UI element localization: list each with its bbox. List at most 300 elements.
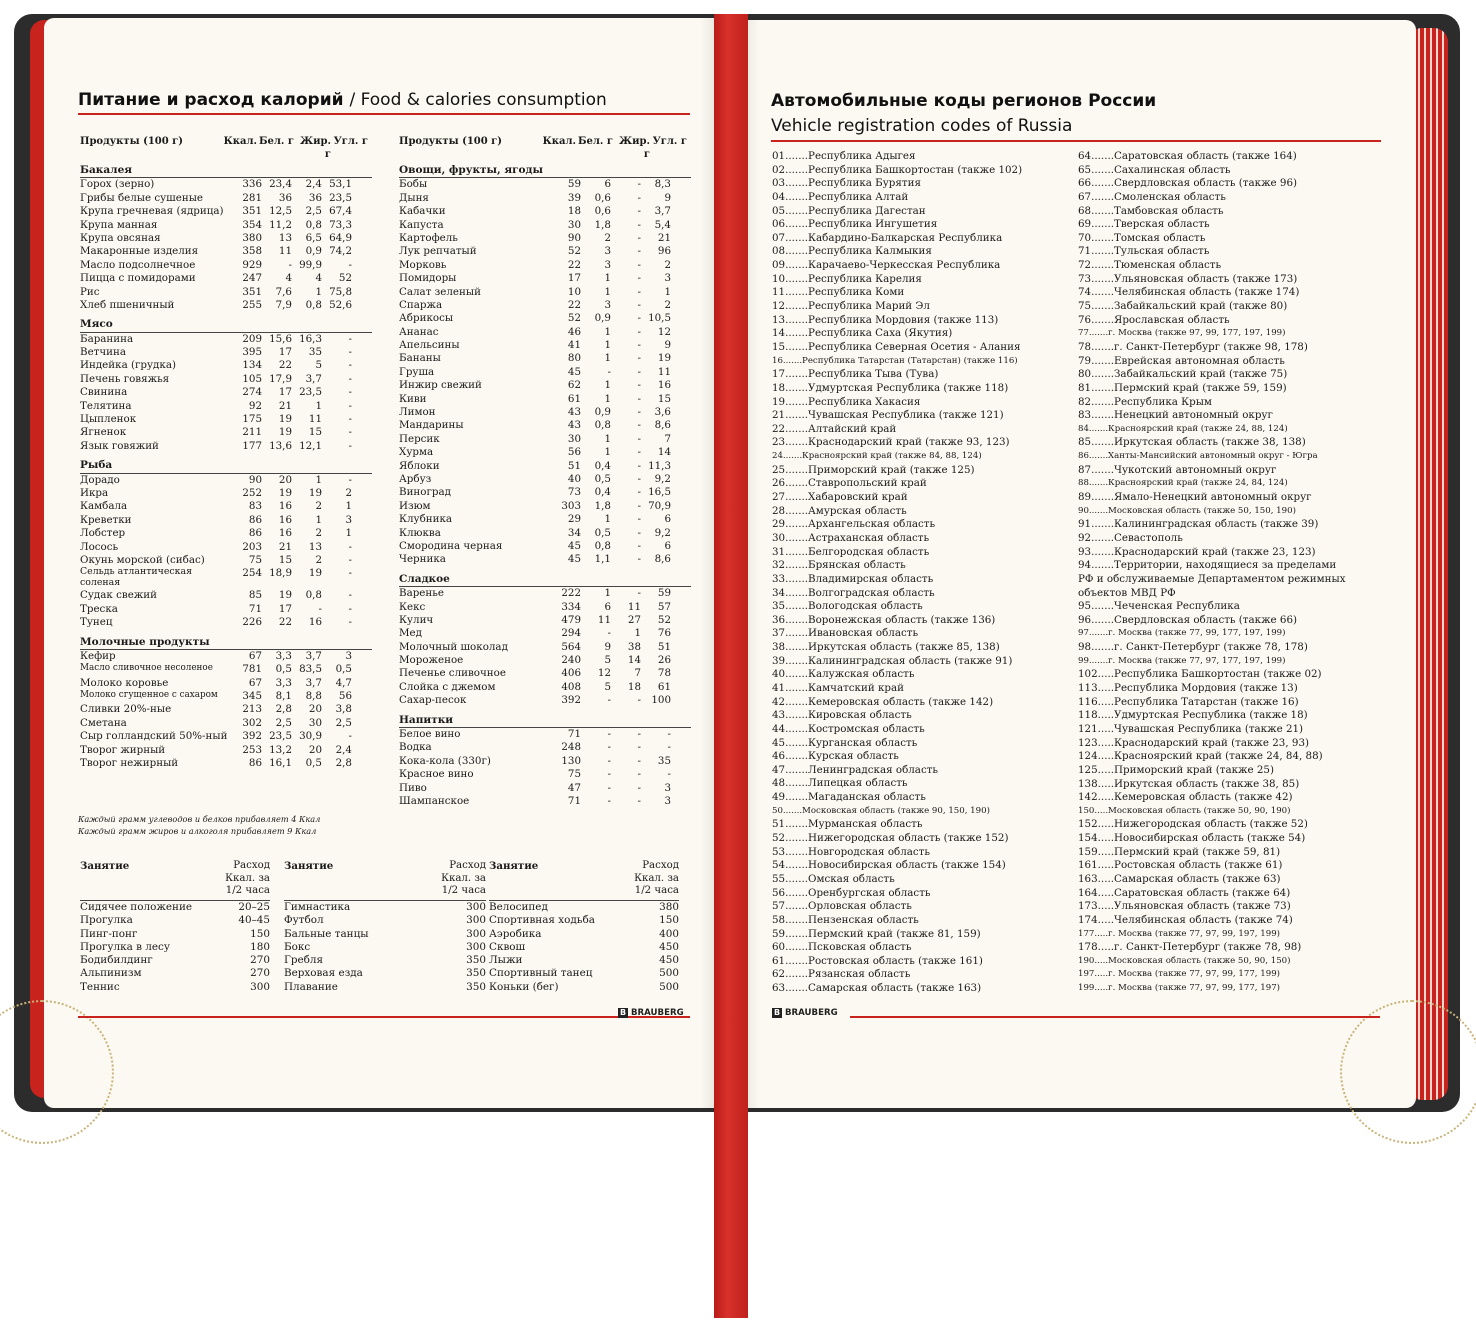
food-protein: 19 xyxy=(278,589,292,602)
category-heading: Бакалея xyxy=(80,164,372,178)
food-carb: 35 xyxy=(657,754,671,767)
food-carb: 5,4 xyxy=(654,218,671,231)
food-protein: 13,2 xyxy=(269,743,292,756)
food-kcal: 52 xyxy=(567,312,581,325)
food-protein: - xyxy=(607,754,611,767)
region-code-row: 88.......Красноярский край (также 24, 84, 124) xyxy=(1078,478,1288,489)
food-row xyxy=(80,178,372,191)
food-name: Черника xyxy=(399,553,446,566)
food-name: Молоко коровье xyxy=(80,676,169,689)
food-fat: 16,3 xyxy=(299,332,322,345)
food-kcal: 43 xyxy=(567,419,581,432)
food-carb: 12 xyxy=(657,325,671,338)
activity-row xyxy=(489,967,679,980)
food-kcal: 175 xyxy=(242,413,262,426)
food-protein: 2 xyxy=(604,231,611,244)
activity-name: Спортивный танец xyxy=(489,967,593,980)
food-name: Баранина xyxy=(80,332,134,345)
food-row xyxy=(399,728,691,741)
food-name: Красное вино xyxy=(399,768,474,781)
activity-kcal: 180 xyxy=(250,940,270,953)
food-row xyxy=(399,694,691,707)
food-carb: 23,5 xyxy=(329,191,352,204)
food-carb: 21 xyxy=(657,231,671,244)
food-protein: - xyxy=(607,768,611,781)
food-row xyxy=(80,730,372,743)
food-row xyxy=(399,259,691,272)
activity-row xyxy=(284,928,486,941)
food-protein: 1,8 xyxy=(594,218,611,231)
food-kcal: 29 xyxy=(567,513,581,526)
food-fat: - xyxy=(637,513,641,526)
food-row xyxy=(80,286,372,299)
food-kcal: 354 xyxy=(242,218,262,231)
category-heading: Мясо xyxy=(80,318,372,332)
food-kcal: 929 xyxy=(242,258,262,271)
food-carb: 100 xyxy=(651,694,671,707)
food-protein: 17,9 xyxy=(269,372,292,385)
food-carb: 7 xyxy=(664,432,671,445)
food-name: Молоко сгущенное с сахаром xyxy=(80,690,218,701)
food-row xyxy=(399,419,691,432)
food-carb: 73,3 xyxy=(329,218,352,231)
food-fat: - xyxy=(637,231,641,244)
food-fat: - xyxy=(637,272,641,285)
food-carb: - xyxy=(348,346,352,359)
food-carb: 76 xyxy=(657,627,671,640)
food-row xyxy=(80,677,372,690)
food-kcal: 211 xyxy=(242,426,262,439)
food-carb: - xyxy=(348,602,352,615)
brand-logo xyxy=(772,1008,838,1018)
food-name: Варенье xyxy=(399,587,444,600)
region-code-row: 154.....Новосибирская область (также 54) xyxy=(1078,832,1306,845)
food-kcal: 781 xyxy=(242,663,262,676)
region-code-row: 123.....Краснодарский край (также 23, 93) xyxy=(1078,736,1310,749)
food-name: Язык говяжий xyxy=(80,439,159,452)
region-code-row: 48.......Липецкая область xyxy=(772,777,908,790)
food-row xyxy=(80,616,372,629)
header-spend: Расход Ккал. за 1/2 часа xyxy=(634,860,679,897)
food-name: Арбуз xyxy=(399,472,432,485)
region-code-row: 102.....Республика Башкортостан (также 02) xyxy=(1078,668,1322,681)
food-carb: 74,2 xyxy=(329,245,352,258)
note-line: Каждый грамм углеводов и белков прибавляет 4 Ккал xyxy=(78,814,321,824)
food-fat: 7 xyxy=(634,667,641,680)
region-code-row: 199.....г. Москва (также 77, 97, 99, 177, 197) xyxy=(1078,983,1281,994)
food-row xyxy=(80,259,372,272)
food-row xyxy=(399,299,691,312)
food-fat: 2 xyxy=(315,527,322,540)
food-name: Горох (зерно) xyxy=(80,178,155,191)
food-row xyxy=(80,527,372,540)
food-row xyxy=(80,717,372,730)
food-row xyxy=(399,366,691,379)
food-protein: - xyxy=(607,741,611,754)
food-protein: 6 xyxy=(604,178,611,191)
food-name: Ягненок xyxy=(80,426,127,439)
food-kcal: 30 xyxy=(567,218,581,231)
food-protein: 1 xyxy=(604,339,611,352)
food-kcal: 358 xyxy=(242,245,262,258)
region-code-row: 35.......Вологодская область xyxy=(772,600,923,613)
food-protein: 0,8 xyxy=(594,539,611,552)
food-carb: 4,7 xyxy=(335,676,352,689)
region-code-row: 24.......Красноярский край (также 84, 88, 124) xyxy=(772,451,982,462)
food-kcal: 43 xyxy=(567,406,581,419)
food-protein: - xyxy=(607,694,611,707)
region-code-row: 11.......Республика Коми xyxy=(772,286,905,299)
activity-kcal: 150 xyxy=(659,914,679,927)
food-row xyxy=(80,346,372,359)
food-fat: 83,5 xyxy=(299,663,322,676)
food-kcal: 406 xyxy=(561,667,581,680)
food-kcal: 479 xyxy=(561,613,581,626)
food-kcal: 83 xyxy=(248,500,262,513)
food-protein: 36 xyxy=(278,191,292,204)
food-fat: 16 xyxy=(308,616,322,629)
food-row xyxy=(399,232,691,245)
food-name: Водка xyxy=(399,741,432,754)
food-fat: - xyxy=(637,486,641,499)
region-code-row: 70.......Томская область xyxy=(1078,231,1206,244)
food-row xyxy=(399,553,691,566)
food-row xyxy=(399,473,691,486)
food-kcal: 86 xyxy=(248,757,262,770)
food-fat: - xyxy=(637,526,641,539)
category-heading: Рыба xyxy=(80,459,372,473)
food-fat: 27 xyxy=(627,613,641,626)
food-protein: 11,2 xyxy=(269,218,292,231)
food-fat: - xyxy=(637,728,641,741)
region-code-row: 45.......Курганская область xyxy=(772,736,918,749)
food-kcal: 56 xyxy=(567,446,581,459)
page-title-right: Автомобильные коды регионов России xyxy=(771,91,1157,111)
food-name: Кока-кола (330г) xyxy=(399,754,491,767)
food-name: Масло подсолнечное xyxy=(80,258,196,271)
food-fat: - xyxy=(637,768,641,781)
food-name: Крупа овсяная xyxy=(80,231,161,244)
food-carb: 59 xyxy=(657,587,671,600)
food-row xyxy=(80,359,372,372)
food-name: Мандарины xyxy=(399,419,464,432)
region-code-row: 79.......Еврейская автономная область xyxy=(1078,354,1285,367)
food-kcal: 62 xyxy=(567,379,581,392)
food-carb: 70,9 xyxy=(648,499,671,512)
food-name: Сыр голландский 50%-ный xyxy=(80,730,228,743)
food-fat: - xyxy=(637,365,641,378)
food-kcal: 75 xyxy=(248,553,262,566)
region-code-row: 10.......Республика Карелия xyxy=(772,272,922,285)
activity-row xyxy=(284,941,486,954)
food-row xyxy=(80,413,372,426)
food-protein: - xyxy=(607,794,611,807)
food-fat: 1 xyxy=(315,399,322,412)
food-name: Помидоры xyxy=(399,272,457,285)
food-protein: 8,1 xyxy=(275,690,292,703)
header-spend: Расход Ккал. за 1/2 часа xyxy=(225,860,270,897)
food-protein: 7,6 xyxy=(275,285,292,298)
food-carb: 2 xyxy=(664,258,671,271)
food-fat: - xyxy=(637,312,641,325)
food-row xyxy=(80,487,372,500)
food-protein: 23,5 xyxy=(269,730,292,743)
food-name: Кекс xyxy=(399,600,426,613)
food-row xyxy=(80,690,372,703)
food-row xyxy=(399,205,691,218)
food-carb: 78 xyxy=(657,667,671,680)
food-row xyxy=(399,393,691,406)
food-kcal: 75 xyxy=(567,768,581,781)
region-code-row: 66.......Свердловская область (также 96) xyxy=(1078,177,1298,190)
food-protein: - xyxy=(607,627,611,640)
food-fat: 19 xyxy=(308,486,322,499)
food-protein: 2,8 xyxy=(275,703,292,716)
food-row xyxy=(80,299,372,312)
food-row xyxy=(80,440,372,453)
food-row xyxy=(80,514,372,527)
food-row xyxy=(80,192,372,205)
food-carb: 52 xyxy=(338,272,352,285)
food-kcal: 392 xyxy=(561,694,581,707)
food-kcal: 39 xyxy=(567,191,581,204)
activity-kcal: 300 xyxy=(250,980,270,993)
food-kcal: 59 xyxy=(567,178,581,191)
food-carb: - xyxy=(667,728,671,741)
activity-kcal: 270 xyxy=(250,954,270,967)
food-fat: - xyxy=(637,325,641,338)
food-kcal: 209 xyxy=(242,332,262,345)
region-code-row: 46.......Курская область xyxy=(772,750,899,763)
food-kcal: 334 xyxy=(561,600,581,613)
food-fat: 2,4 xyxy=(305,178,322,191)
food-carb: - xyxy=(348,413,352,426)
bookmark-ribbon[interactable] xyxy=(714,14,748,1318)
food-name: Свинина xyxy=(80,386,128,399)
activity-kcal: 350 xyxy=(466,954,486,967)
food-name: Киви xyxy=(399,392,427,405)
food-name: Кефир xyxy=(80,649,116,662)
food-name: Дорадо xyxy=(80,473,120,486)
food-fat: 36 xyxy=(308,191,322,204)
food-kcal: 71 xyxy=(567,794,581,807)
food-name: Креветки xyxy=(80,513,132,526)
food-protein: 19 xyxy=(278,486,292,499)
food-protein: 0,6 xyxy=(594,205,611,218)
activity-name: Плавание xyxy=(284,980,338,993)
food-carb: 64,9 xyxy=(329,231,352,244)
food-fat: 8,8 xyxy=(305,690,322,703)
food-row xyxy=(399,513,691,526)
food-carb: 3 xyxy=(664,781,671,794)
food-fat: - xyxy=(637,245,641,258)
food-kcal: 22 xyxy=(567,298,581,311)
food-fat: - xyxy=(637,298,641,311)
activity-row xyxy=(80,967,270,980)
food-kcal: 226 xyxy=(242,616,262,629)
food-row xyxy=(80,205,372,218)
region-code-row: 89.......Ямало-Ненецкий автономный округ xyxy=(1078,491,1312,504)
food-protein: 17 xyxy=(278,602,292,615)
food-kcal: 203 xyxy=(242,540,262,553)
food-protein: 16 xyxy=(278,500,292,513)
food-row xyxy=(399,245,691,258)
food-carb: 2 xyxy=(664,298,671,311)
food-row xyxy=(399,406,691,419)
region-code-row: 06.......Республика Ингушетия xyxy=(772,218,938,231)
food-row xyxy=(399,587,691,600)
food-protein: 1 xyxy=(604,432,611,445)
food-name: Судак свежий xyxy=(80,589,157,602)
food-carb: 11,3 xyxy=(648,459,671,472)
region-code-row: 73.......Ульяновская область (также 173) xyxy=(1078,272,1298,285)
food-carb: 19 xyxy=(657,352,671,365)
food-protein: 16,1 xyxy=(269,757,292,770)
food-carb: 14 xyxy=(657,446,671,459)
food-carb: 9,2 xyxy=(654,526,671,539)
activity-name: Верховая езда xyxy=(284,967,363,980)
food-kcal: 86 xyxy=(248,527,262,540)
region-code-row: 77.......г. Москва (также 97, 99, 177, 197, 199) xyxy=(1078,328,1286,339)
food-fat: - xyxy=(637,191,641,204)
activity-kcal: 400 xyxy=(659,927,679,940)
region-code-row: 27.......Хабаровский край xyxy=(772,491,908,504)
food-row xyxy=(399,795,691,808)
food-protein: 0,6 xyxy=(594,191,611,204)
activity-row xyxy=(284,914,486,927)
food-name: Смородина черная xyxy=(399,539,503,552)
region-code-row: 116.....Республика Татарстан (также 16) xyxy=(1078,695,1299,708)
region-code-row: 174.....Челябинская область (также 74) xyxy=(1078,913,1293,926)
header-carb: Угл. г xyxy=(333,136,368,147)
food-protein: 20 xyxy=(278,473,292,486)
region-code-row: 95.......Чеченская Республика xyxy=(1078,600,1240,613)
food-carb: 3,8 xyxy=(335,703,352,716)
food-protein: 11 xyxy=(597,613,611,626)
food-protein: 19 xyxy=(278,413,292,426)
region-code-row: 57.......Орловская область xyxy=(772,900,912,913)
food-fat: 5 xyxy=(315,359,322,372)
region-code-row: 163.....Самарская область (также 63) xyxy=(1078,873,1281,885)
food-fat: 30,9 xyxy=(299,730,322,743)
region-code-row: 59.......Пермский край (также 81, 159) xyxy=(772,927,981,940)
food-row xyxy=(80,757,372,770)
activity-name: Теннис xyxy=(80,980,120,993)
food-table-column-2 xyxy=(399,135,691,808)
food-table-column-1 xyxy=(80,135,372,770)
food-protein: 3 xyxy=(604,245,611,258)
region-code-row: 83.......Ненецкий автономный округ xyxy=(1078,409,1273,422)
activity-kcal: 500 xyxy=(659,980,679,993)
activity-row xyxy=(80,928,270,941)
food-protein: 0,5 xyxy=(594,526,611,539)
food-carb: - xyxy=(348,258,352,271)
region-code-row: 150.....Московская область (также 50, 90, 190) xyxy=(1078,805,1291,816)
food-row xyxy=(80,333,372,346)
activity-row xyxy=(489,954,679,967)
decorative-stitch-arc xyxy=(1340,1000,1476,1144)
food-name: Бобы xyxy=(399,178,428,191)
food-fat: 1 xyxy=(315,285,322,298)
header-kcal: Ккал. xyxy=(223,136,257,147)
region-code-row: 78.......г. Санкт-Петербург (также 98, 178) xyxy=(1078,340,1308,353)
food-carb: - xyxy=(348,730,352,743)
activity-name: Спортивная ходьба xyxy=(489,914,595,927)
food-kcal: 281 xyxy=(242,191,262,204)
food-name: Сливки 20%-ные xyxy=(80,703,172,716)
food-protein: 1 xyxy=(604,352,611,365)
food-fat: - xyxy=(637,781,641,794)
food-kcal: 45 xyxy=(567,539,581,552)
region-code-row: 19.......Республика Хакасия xyxy=(772,395,921,408)
region-code-row: 98.......г. Санкт-Петербург (также 78, 178) xyxy=(1078,641,1308,654)
food-protein: 0,5 xyxy=(594,472,611,485)
food-carb: 9 xyxy=(664,339,671,352)
food-fat: - xyxy=(637,587,641,600)
region-code-row: 152.....Нижегородская область (также 52) xyxy=(1078,818,1308,831)
food-row xyxy=(399,460,691,473)
food-kcal: 52 xyxy=(567,245,581,258)
food-kcal: 46 xyxy=(567,325,581,338)
food-row xyxy=(399,627,691,640)
region-code-row: 173.....Ульяновская область (также 73) xyxy=(1078,900,1291,913)
food-row xyxy=(399,192,691,205)
food-row xyxy=(399,486,691,499)
food-protein: 12 xyxy=(597,667,611,680)
region-code-row: 50.......Московская область (также 90, 150, 190) xyxy=(772,805,990,816)
brand-mark-icon: B xyxy=(619,1008,627,1017)
food-kcal: 380 xyxy=(242,231,262,244)
page-title xyxy=(78,90,607,110)
food-name: Капуста xyxy=(399,218,444,231)
food-protein: 0,4 xyxy=(594,486,611,499)
region-code-row: 28.......Амурская область xyxy=(772,504,907,517)
food-protein: 1 xyxy=(604,446,611,459)
region-code-row: 69.......Тверская область xyxy=(1078,218,1210,231)
food-carb: 16 xyxy=(657,379,671,392)
region-code-row: 81.......Пермский край (также 59, 159) xyxy=(1078,381,1287,394)
food-fat: - xyxy=(637,794,641,807)
food-protein: 1 xyxy=(604,272,611,285)
food-fat: - xyxy=(637,379,641,392)
activity-kcal: 150 xyxy=(250,927,270,940)
title-en: / Food & calories consumption xyxy=(349,90,607,110)
food-kcal: 408 xyxy=(561,680,581,693)
region-code-row: 36.......Воронежская область (также 136) xyxy=(772,613,996,626)
region-code-row: 190.....Московская область (также 50, 90, 150) xyxy=(1078,955,1291,966)
region-code-row: 92.......Севастополь xyxy=(1078,531,1183,544)
food-carb: - xyxy=(348,386,352,399)
food-protein: 7,9 xyxy=(275,298,292,311)
region-code-row: 32.......Брянская область xyxy=(772,559,906,572)
header-activity: Занятие xyxy=(284,860,334,872)
food-fat: 11 xyxy=(627,600,641,613)
region-code-row: 75.......Забайкальский край (также 80) xyxy=(1078,300,1288,313)
activity-row xyxy=(284,954,486,967)
region-code-row: 62.......Рязанская область xyxy=(772,968,911,981)
food-row xyxy=(399,654,691,667)
food-kcal: 255 xyxy=(242,298,262,311)
food-kcal: 17 xyxy=(567,272,581,285)
header-activity: Занятие xyxy=(489,860,539,872)
activity-name: Коньки (бег) xyxy=(489,980,559,993)
region-code-row: 13.......Республика Мордовия (также 113) xyxy=(772,313,999,326)
food-fat: 1 xyxy=(634,627,641,640)
food-carb: - xyxy=(348,399,352,412)
food-fat: - xyxy=(637,553,641,566)
food-row xyxy=(399,614,691,627)
region-code-row: 91.......Калининградская область (также 39) xyxy=(1078,518,1319,531)
